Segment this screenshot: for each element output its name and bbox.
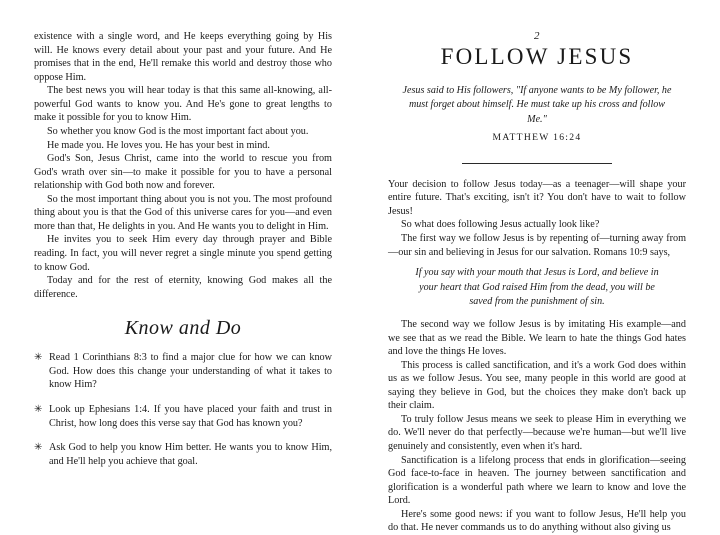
divider <box>388 163 686 164</box>
paragraph: Your decision to follow Jesus today—as a teenager—will shape your entire future. That's exciting, isn't it? You don't have to wait to follow Jesus! <box>388 178 686 217</box>
question-text: Look up Ephesians 1:4. If you have placed your faith and trust in Christ, how long does this verse say that God has known you? <box>49 403 332 429</box>
horizontal-rule <box>462 163 612 164</box>
paragraph: He made you. He loves you. He has your best in mind. <box>47 139 270 151</box>
paragraph: The first way we follow Jesus is by repenting of—turning away from—our sin and believing in Jesus for our salvation. Romans 10:9 says, <box>388 232 686 258</box>
question-list <box>34 351 332 468</box>
paragraph: He invites you to seek Him every day through prayer and Bible reading. In fact, you will never regret a single minute you spend getting to know God. <box>34 234 332 273</box>
list-item <box>34 441 332 468</box>
question-text: Ask God to help you know Him better. He wants you to know Him, and He'll help you achieve that goal. <box>49 442 332 467</box>
left-page <box>0 0 360 504</box>
paragraph: To truly follow Jesus means we seek to please Him in everything we do. We'll never do that perfectly—because we're human—but we'll live genuinely and consistently, even when it's hard. <box>388 413 686 453</box>
list-item <box>34 403 332 430</box>
paragraph: So whether you know God is the most important fact about you. <box>47 125 309 137</box>
list-item <box>34 351 332 392</box>
paragraph: God's Son, Jesus Christ, came into the world to rescue you from God's wrath over sin—to make it possible for you to have a personal relationship with God both now and forever. <box>34 153 332 192</box>
paragraph: existence with a single word, and He keeps everything going by His will. He knows every detail about your past and your future. And He promises that in the end, He'll remake this world and destroy those who oppose Him. <box>34 31 332 83</box>
paragraph: The second way we follow Jesus is by imitating His example—and we see that as we read the Bible. We learn to hate the things God hates and love the things He loves. <box>388 318 686 358</box>
paragraph: So what does following Jesus actually look like? <box>401 219 600 231</box>
paragraph: Here's some good news: if you want to follow Jesus, He'll help you do that. He never commands us to do anything without also giving us <box>388 508 686 534</box>
asterisk-icon: ✳ <box>34 352 43 364</box>
paragraph: Sanctification is a lifelong process that ends in glorification—seeing God face-to-face in heaven. The journey between sanctification and glorification is a wonderful path where we learn to know and love the Lord. <box>388 454 686 507</box>
section-heading: Know and Do <box>124 317 242 340</box>
paragraph: The best news you will hear today is that this same all-knowing, all-powerful God wants to know you. And He's gone to great lengths to make it possible for you to know Him. <box>34 85 332 124</box>
chapter-title: FOLLOW JESUS <box>440 44 634 69</box>
asterisk-icon: ✳ <box>34 403 43 415</box>
paragraph: This process is called sanctification, and it's a work God does within us as we follow Jesus. You see, many people in this world are good at saying they believe in God, but the choices they make don't back up their claim. <box>388 359 686 412</box>
epigraph-reference: MATTHEW 16:24 <box>492 131 582 143</box>
paragraph: Today and for the rest of eternity, knowing God makes all the difference. <box>34 275 332 300</box>
question-text: Read 1 Corinthians 8:3 to find a major clue for how we can know God. How does this change your understanding of what it takes to know Him? <box>49 352 332 391</box>
chapter-number: 2 <box>534 30 540 42</box>
verse-quote: If you say with your mouth that Jesus is Lord, and believe in your heart that God raised Him from the dead, you will be saved from the punishment of sin. <box>415 267 659 308</box>
paragraph: So the most important thing about you is not you. The most profound thing about you is that the God of this universe cares for you—and even more than that, He delights in you. And He wants you to delight in Him. <box>34 193 332 232</box>
asterisk-icon: ✳ <box>34 442 43 454</box>
right-page <box>360 0 720 534</box>
epigraph: Jesus said to His followers, "If anyone wants to be My follower, he must forget about himself. He must take up his cross and follow Me." <box>402 85 672 125</box>
